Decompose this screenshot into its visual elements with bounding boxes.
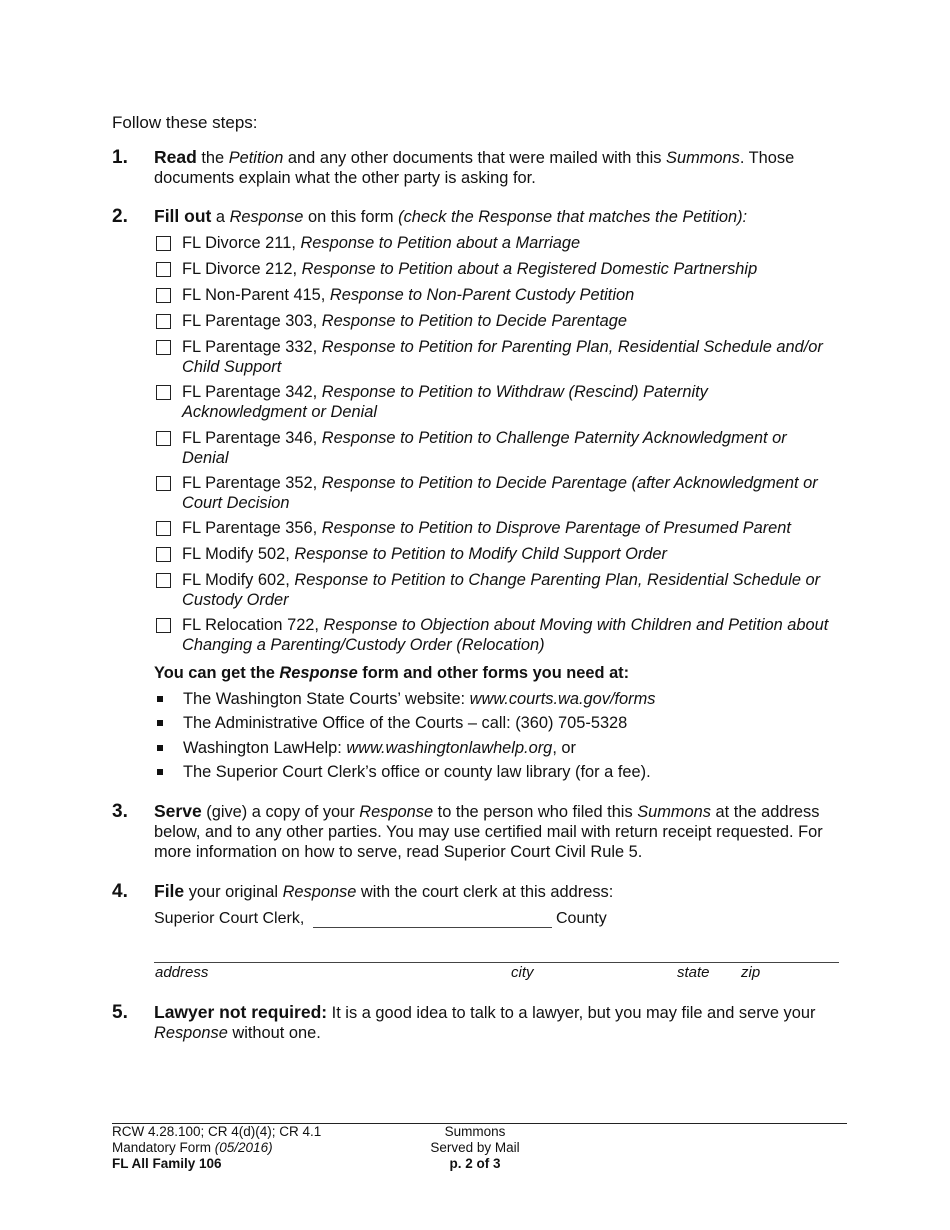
- form-page: Follow these steps: 1. Read the Petition and any other documents that were mailed with this Summons. Those documents explain what the other party is asking for. 2. Fill out a Response on this form (check the Response that matches the Petition): FL Divorce 211, Response to Petition about a Marriage FL Divorce 212, Response to Petition about a Registered Domestic Partnership FL Non-Parent 415, Response to Non-Parent Custody Petition FL Parentage 303, Response to Petition to Decide Parentage FL Parentage 332, Response to Petition for Parenting Plan, Residential Schedule and/or Child Support FL Parentage 342, Response to Petition to Withdraw (Rescind) Paternity Acknowledgment or Denial FL Parentage 346, Response to Petition to Challenge Paternity Acknowledgment or Denial FL Parentage 352, Response to Petition to Decide Parentage (after Acknowledgment or Court Decision FL Parentage 356, Response to Petition to Disprove Parentage of Presumed Parent FL Modify 502, Response to Petition to Modify Child Support Order FL Modify 602, Response to Petition to Change Parenting Plan, Residential Schedule or Custody Order FL Relocation 722, Response to Objection about Moving with Children and Petition about Changing a Parenting/Custody Order (Relocation) You can get the Response form and other forms you need at: The Washington State Courts’ website: www.courts.wa.gov/forms The Administrative Office of the Courts – call: (360) 705-5328 Washington LawHelp: www.washingtonlawhelp.org, or The Superior Court Clerk’s office or county law library (for a fee). 3. Serve (give) a copy of your Response to the person who filed this Summons at the address below, and to any other parties. You may use certified mail with return receipt requested. For more information on how to serve, read Superior Court Civil Rule 5. 4. File your original Response with the court clerk at this address: Superior Court Clerk, County address city state zip 5. Lawyer not required: It is a good idea to talk to a lawyer, but you may file and serve your Response without one. RCW 4.28.100; CR 4(d)(4); CR 4.1 Mandatory Form (05/2016) FL All Family 106 Summons Served by Mail p. 2 of 3: [0, 0, 950, 1230]
- zip-label: zip: [741, 964, 761, 981]
- step-2-text: Fill out a Response on this form (check the Response that matches the Petition):: [154, 206, 748, 226]
- checkbox[interactable]: [156, 385, 171, 400]
- step-3-text: Serve (give) a copy of your Response to the person who filed this Summons at the address below, and to any other parties. You may use certified mail with return receipt requested. For more information on how to serve, read Superior Court Civil Rule 5.: [154, 801, 823, 861]
- step-1-number: 1.: [112, 147, 128, 168]
- address-field[interactable]: [154, 962, 839, 963]
- checkbox[interactable]: [156, 340, 171, 355]
- checkbox[interactable]: [156, 262, 171, 277]
- checkbox[interactable]: [156, 236, 171, 251]
- checkbox[interactable]: [156, 618, 171, 633]
- footer-left: RCW 4.28.100; CR 4(d)(4); CR 4.1 Mandatory Form (05/2016) FL All Family 106: [112, 1124, 322, 1171]
- city-label: city: [511, 964, 534, 981]
- get-forms-heading: You can get the Response form and other forms you need at:: [154, 664, 630, 682]
- step-4-text: File your original Response with the court clerk at this address:: [154, 881, 614, 901]
- step-1-text: Read the Petition and any other documents that were mailed with this Summons. Those documents explain what the other party is asking for.: [154, 147, 795, 187]
- step-4-number: 4.: [112, 881, 128, 902]
- checkbox[interactable]: [156, 314, 171, 329]
- checkbox[interactable]: [156, 547, 171, 562]
- checkbox[interactable]: [156, 476, 171, 491]
- step-2-number: 2.: [112, 206, 128, 227]
- step-5-text: Lawyer not required: It is a good idea to talk to a lawyer, but you may file and serve your Response without one.: [154, 1002, 816, 1042]
- checkbox[interactable]: [156, 573, 171, 588]
- clerk-label: Superior Court Clerk,: [154, 910, 305, 927]
- address-label: address: [155, 964, 209, 981]
- county-name-field[interactable]: [313, 927, 552, 928]
- intro-text: Follow these steps:: [112, 113, 258, 132]
- state-label: state: [677, 964, 710, 981]
- checkbox[interactable]: [156, 521, 171, 536]
- county-label: County: [556, 910, 607, 927]
- checkbox[interactable]: [156, 431, 171, 446]
- checkbox[interactable]: [156, 288, 171, 303]
- step-3-number: 3.: [112, 801, 128, 822]
- footer-center: Summons Served by Mail p. 2 of 3: [430, 1124, 520, 1171]
- step-5-number: 5.: [112, 1002, 128, 1023]
